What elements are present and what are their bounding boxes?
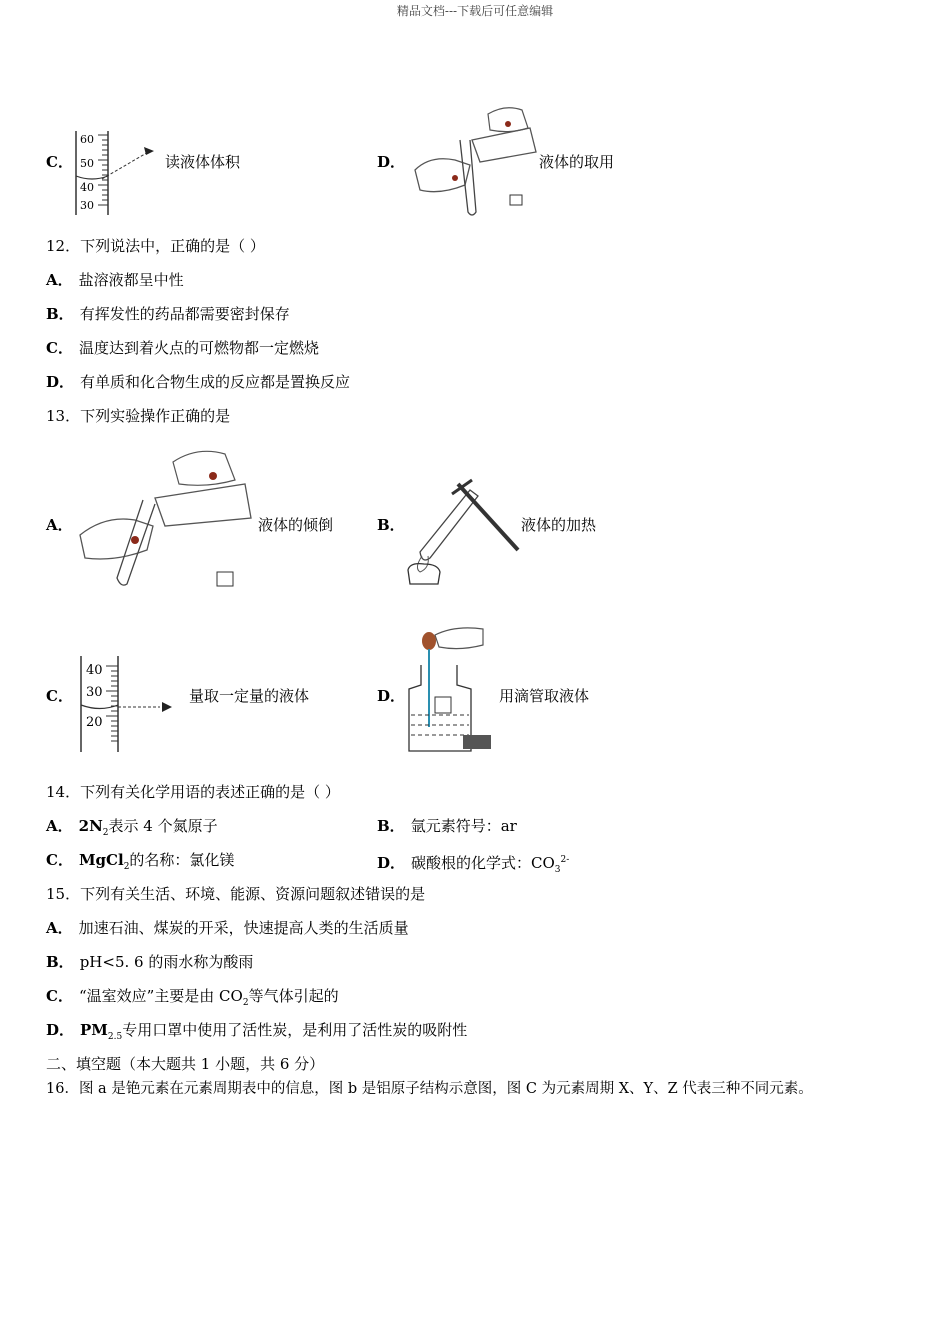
graduated-cylinder-reading-image [72,125,162,217]
cylinder-tick-label: 40 [86,663,103,678]
q13-option-b-caption: 液体的加热 [521,516,597,534]
q11-option-c-caption: 读液体体积 [165,153,241,171]
q15-option-b: B． pH<5. 6 的雨水称为酸雨 [46,953,254,971]
q11-option-c-letter: C． [46,153,73,171]
cylinder-tick-label: 60 [80,133,94,146]
q15-option-d: D． $PM_{2.5}$专用口罩中使用了活性炭，是利用了活性炭的吸附性 [46,1021,468,1042]
q13-option-b-letter: B． [377,516,405,534]
section-heading: 二、填空题（本大题共 1 小题，共 6 分） [46,1055,325,1073]
q13-option-d-caption: 用滴管取液体 [499,687,590,705]
q14-option-b: B． 氩元素符号：ar [377,817,517,835]
q12-stem: 12．下列说法中，正确的是（ ） [46,237,265,255]
cylinder-tick-label: 30 [86,685,103,700]
liquid-pouring-image [410,100,540,218]
q15-option-c: C． “温室效应”主要是由 $CO_2$等气体引起的 [46,987,339,1008]
q11-option-d-letter: D． [377,153,406,171]
q13-option-c-letter: C． [46,687,73,705]
q14-option-d: D． 碳酸根的化学式：$CO_3^{2-}$ [377,854,570,875]
cylinder-tick-label: 50 [80,157,94,170]
cylinder-tick-label: 20 [86,715,103,730]
q12-option-a: A． 盐溶液都呈中性 [46,271,184,289]
graduated-cylinder-measuring-image [78,654,178,754]
q13-option-c-caption: 量取一定量的液体 [189,687,310,705]
liquid-pouring-image [75,440,255,592]
q12-option-d: D． 有单质和化合物生成的反应都是置换反应 [46,373,351,391]
dropper-bottle-image [405,625,497,755]
q13-option-a-letter: A． [46,516,73,534]
q11-option-d-caption: 液体的取用 [539,153,615,171]
q15-option-a: A． 加速石油、煤炭的开采，快速提高人类的生活质量 [46,919,409,937]
q14-stem: 14．下列有关化学用语的表述正确的是（ ） [46,783,340,801]
q12-option-b: B． 有挥发性的药品都需要密封保存 [46,305,290,323]
q12-option-c: C． 温度达到着火点的可燃物都一定燃烧 [46,339,319,357]
q14-option-a: A． $2N_2$表示 4 个氮原子 [46,817,218,838]
q16-stem: 16．图 a 是铯元素在元素周期表中的信息，图 b 是铝原子结构示意图，图 C 为元素周期 X、Y、Z 代表三种不同元素。 [46,1081,813,1097]
q14-option-c: C． MgCl$_2$的名称：氯化镁 [46,851,235,872]
page-header: 精品文档---下载后可任意编辑 [396,4,554,18]
q13-option-d-letter: D． [377,687,406,705]
cylinder-tick-label: 30 [80,199,94,212]
q13-stem: 13．下列实验操作正确的是 [46,407,231,425]
cylinder-tick-label: 40 [80,181,94,194]
q13-option-a-caption: 液体的倾倒 [258,516,334,534]
test-tube-heating-image [400,472,522,590]
q15-stem: 15．下列有关生活、环境、能源、资源问题叙述错误的是 [46,885,426,903]
